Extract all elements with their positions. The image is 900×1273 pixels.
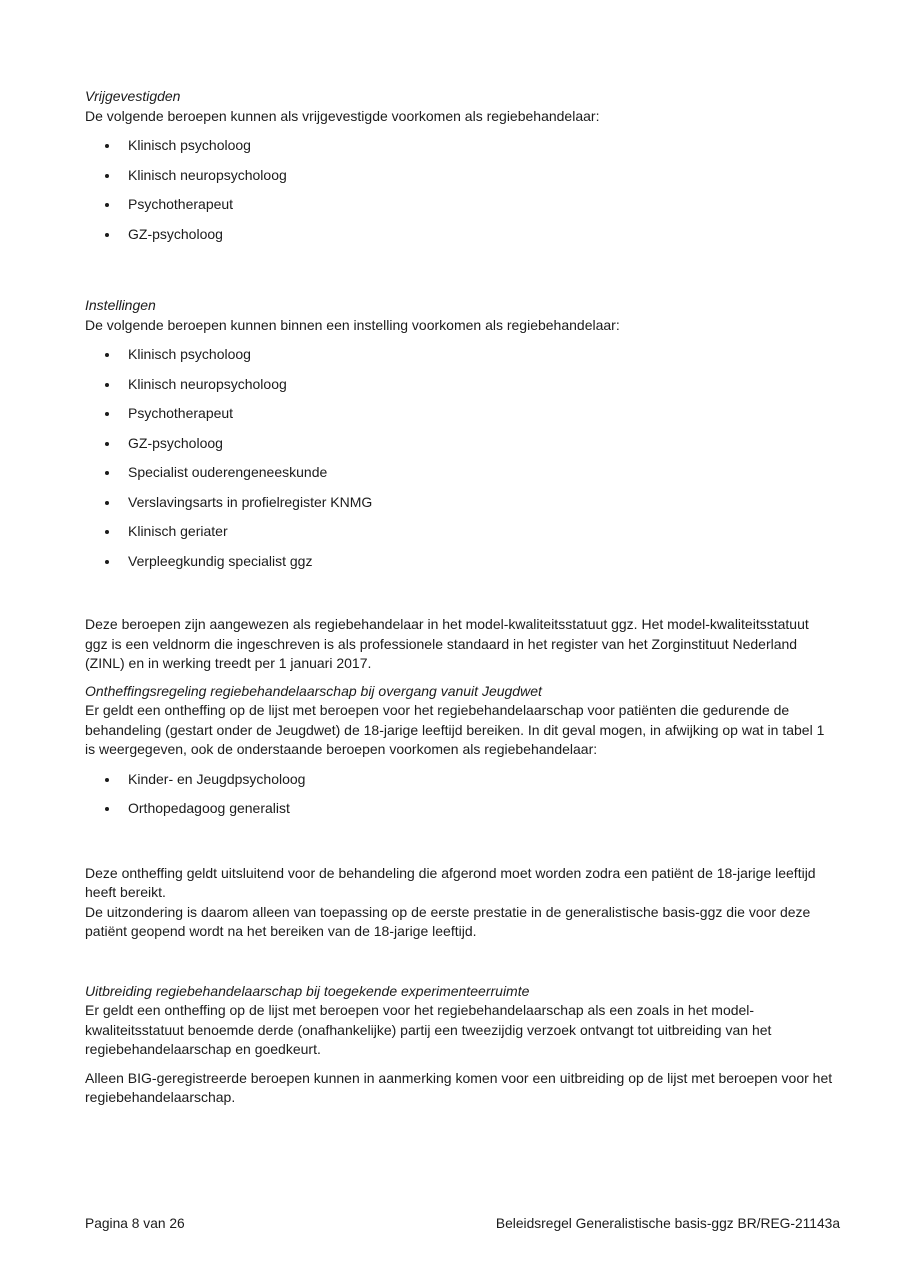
bullet-icon xyxy=(105,471,109,475)
list-item xyxy=(85,770,833,790)
list-item-label: Klinisch geriater xyxy=(128,523,228,539)
list-item xyxy=(85,493,833,513)
list-item-label: Psychotherapeut xyxy=(128,196,234,212)
ontheffing-paragraph-2: De uitzondering is daarom alleen van toepassing op de eerste prestatie in de generalistische basis-ggz die voor deze patiënt geopend wordt na het bereiken van de 18-jarige leeftijd. xyxy=(85,903,811,939)
bullet-icon xyxy=(105,530,109,534)
list-item xyxy=(85,434,833,454)
bullet-icon xyxy=(105,560,109,564)
list-item-label: Verslavingsarts in profielregister KNMG xyxy=(128,493,373,510)
footer-page-number: Pagina 8 van 26 xyxy=(85,1216,185,1231)
bullet-icon xyxy=(105,807,109,811)
bullet-icon xyxy=(105,442,109,446)
list-item xyxy=(85,375,833,395)
page-content xyxy=(85,87,833,1108)
instellingen-heading: Instellingen xyxy=(85,297,156,313)
list-item xyxy=(85,345,833,365)
list-item-label: GZ-psycholoog xyxy=(128,225,223,242)
bullet-icon xyxy=(105,144,109,148)
bullet-icon xyxy=(105,174,109,178)
bullet-icon xyxy=(105,203,109,207)
instellingen-intro: De volgende beroepen kunnen binnen een instelling voorkomen als regiebehandelaar: xyxy=(85,316,620,333)
bullet-icon xyxy=(105,353,109,357)
list-item xyxy=(85,552,833,572)
list-item xyxy=(85,166,833,186)
bullet-icon xyxy=(105,412,109,416)
section-instellingen xyxy=(85,296,833,571)
list-item xyxy=(85,225,833,245)
vrijgevestigden-heading: Vrijgevestigden xyxy=(85,88,181,104)
instellingen-bullet-list xyxy=(85,345,833,571)
section-uitbreiding xyxy=(85,982,833,1108)
bullet-icon xyxy=(105,778,109,782)
bullet-icon xyxy=(105,233,109,237)
list-item xyxy=(85,404,833,424)
page-footer xyxy=(85,1214,840,1233)
footer-document-title: Beleidsregel Generalistische basis-ggz BR/REG-21143a xyxy=(495,1216,840,1231)
list-item-label: GZ-psycholoog xyxy=(128,434,223,451)
vrijgevestigden-bullet-list xyxy=(85,136,833,244)
list-item xyxy=(85,799,833,819)
list-item-label: Specialist ouderengeneeskunde xyxy=(128,464,328,480)
model-kwaliteitsstatuut-paragraph: Deze beroepen zijn aangewezen als regiebehandelaar in het model-kwaliteitsstatuut ggz. Het model-kwaliteitsstatuut ggz is een veldnorm die ingeschreven is als professionele standaard in het register van het Zorginstituut Nederland (ZINL) en in werking treedt per 1 januari 2017. xyxy=(85,616,809,671)
ontheffing-bullet-list xyxy=(85,770,833,819)
list-item-label: Orthopedagoog generalist xyxy=(128,800,290,816)
uitbreiding-paragraph-2: Alleen BIG-geregistreerde beroepen kunnen in aanmerking komen voor een uitbreiding op de lijst met beroepen voor het regiebehandelaarschap. xyxy=(85,1069,833,1105)
list-item-label: Psychotherapeut xyxy=(128,405,234,421)
section-ontheffing xyxy=(85,682,833,942)
vrijgevestigden-intro: De volgende beroepen kunnen als vrijgevestigde voorkomen als regiebehandelaar: xyxy=(85,107,600,124)
list-item-label: Klinisch neuropsycholoog xyxy=(128,166,287,183)
bullet-icon xyxy=(105,383,109,387)
ontheffing-paragraph-1: Deze ontheffing geldt uitsluitend voor de behandeling die afgerond moet worden zodra een patiënt de 18-jarige leeftijd heeft bereikt. xyxy=(85,864,816,900)
uitbreiding-heading: Uitbreiding regiebehandelaarschap bij toegekende experimenteerruimte xyxy=(85,982,530,999)
list-item xyxy=(85,195,833,215)
list-item xyxy=(85,463,833,483)
ontheffing-heading: Ontheffingsregeling regiebehandelaarschap bij overgang vanuit Jeugdwet xyxy=(85,682,542,699)
list-item-label: Klinisch psycholoog xyxy=(128,137,251,153)
list-item-label: Verpleegkundig specialist ggz xyxy=(128,552,313,569)
list-item-label: Klinisch psycholoog xyxy=(128,346,251,362)
list-item-label: Kinder- en Jeugdpsycholoog xyxy=(128,770,306,787)
list-item xyxy=(85,136,833,156)
section-vrijgevestigden xyxy=(85,87,833,244)
list-item-label: Klinisch neuropsycholoog xyxy=(128,375,287,392)
uitbreiding-paragraph-1: Er geldt een ontheffing op de lijst met beroepen voor het regiebehandelaarschap als een zoals in het model-kwaliteitsstatuut benoemde derde (onafhankelijke) partij een tweezijdig verzoek ontvangt tot uitbreiding van het regiebehandelaarschap en goedkeurt. xyxy=(85,1002,772,1057)
list-item xyxy=(85,522,833,542)
bullet-icon xyxy=(105,501,109,505)
ontheffing-intro: Er geldt een ontheffing op de lijst met beroepen voor het regiebehandelaarschap voor patiënten die gedurende de behandeling (gestart onder de Jeugdwet) de 18-jarige leeftijd bereiken. In dit geval mogen, in afwijking op wat in tabel 1 is weergegeven, ook de onderstaande beroepen voorkomen als regiebehandelaar: xyxy=(85,702,825,757)
